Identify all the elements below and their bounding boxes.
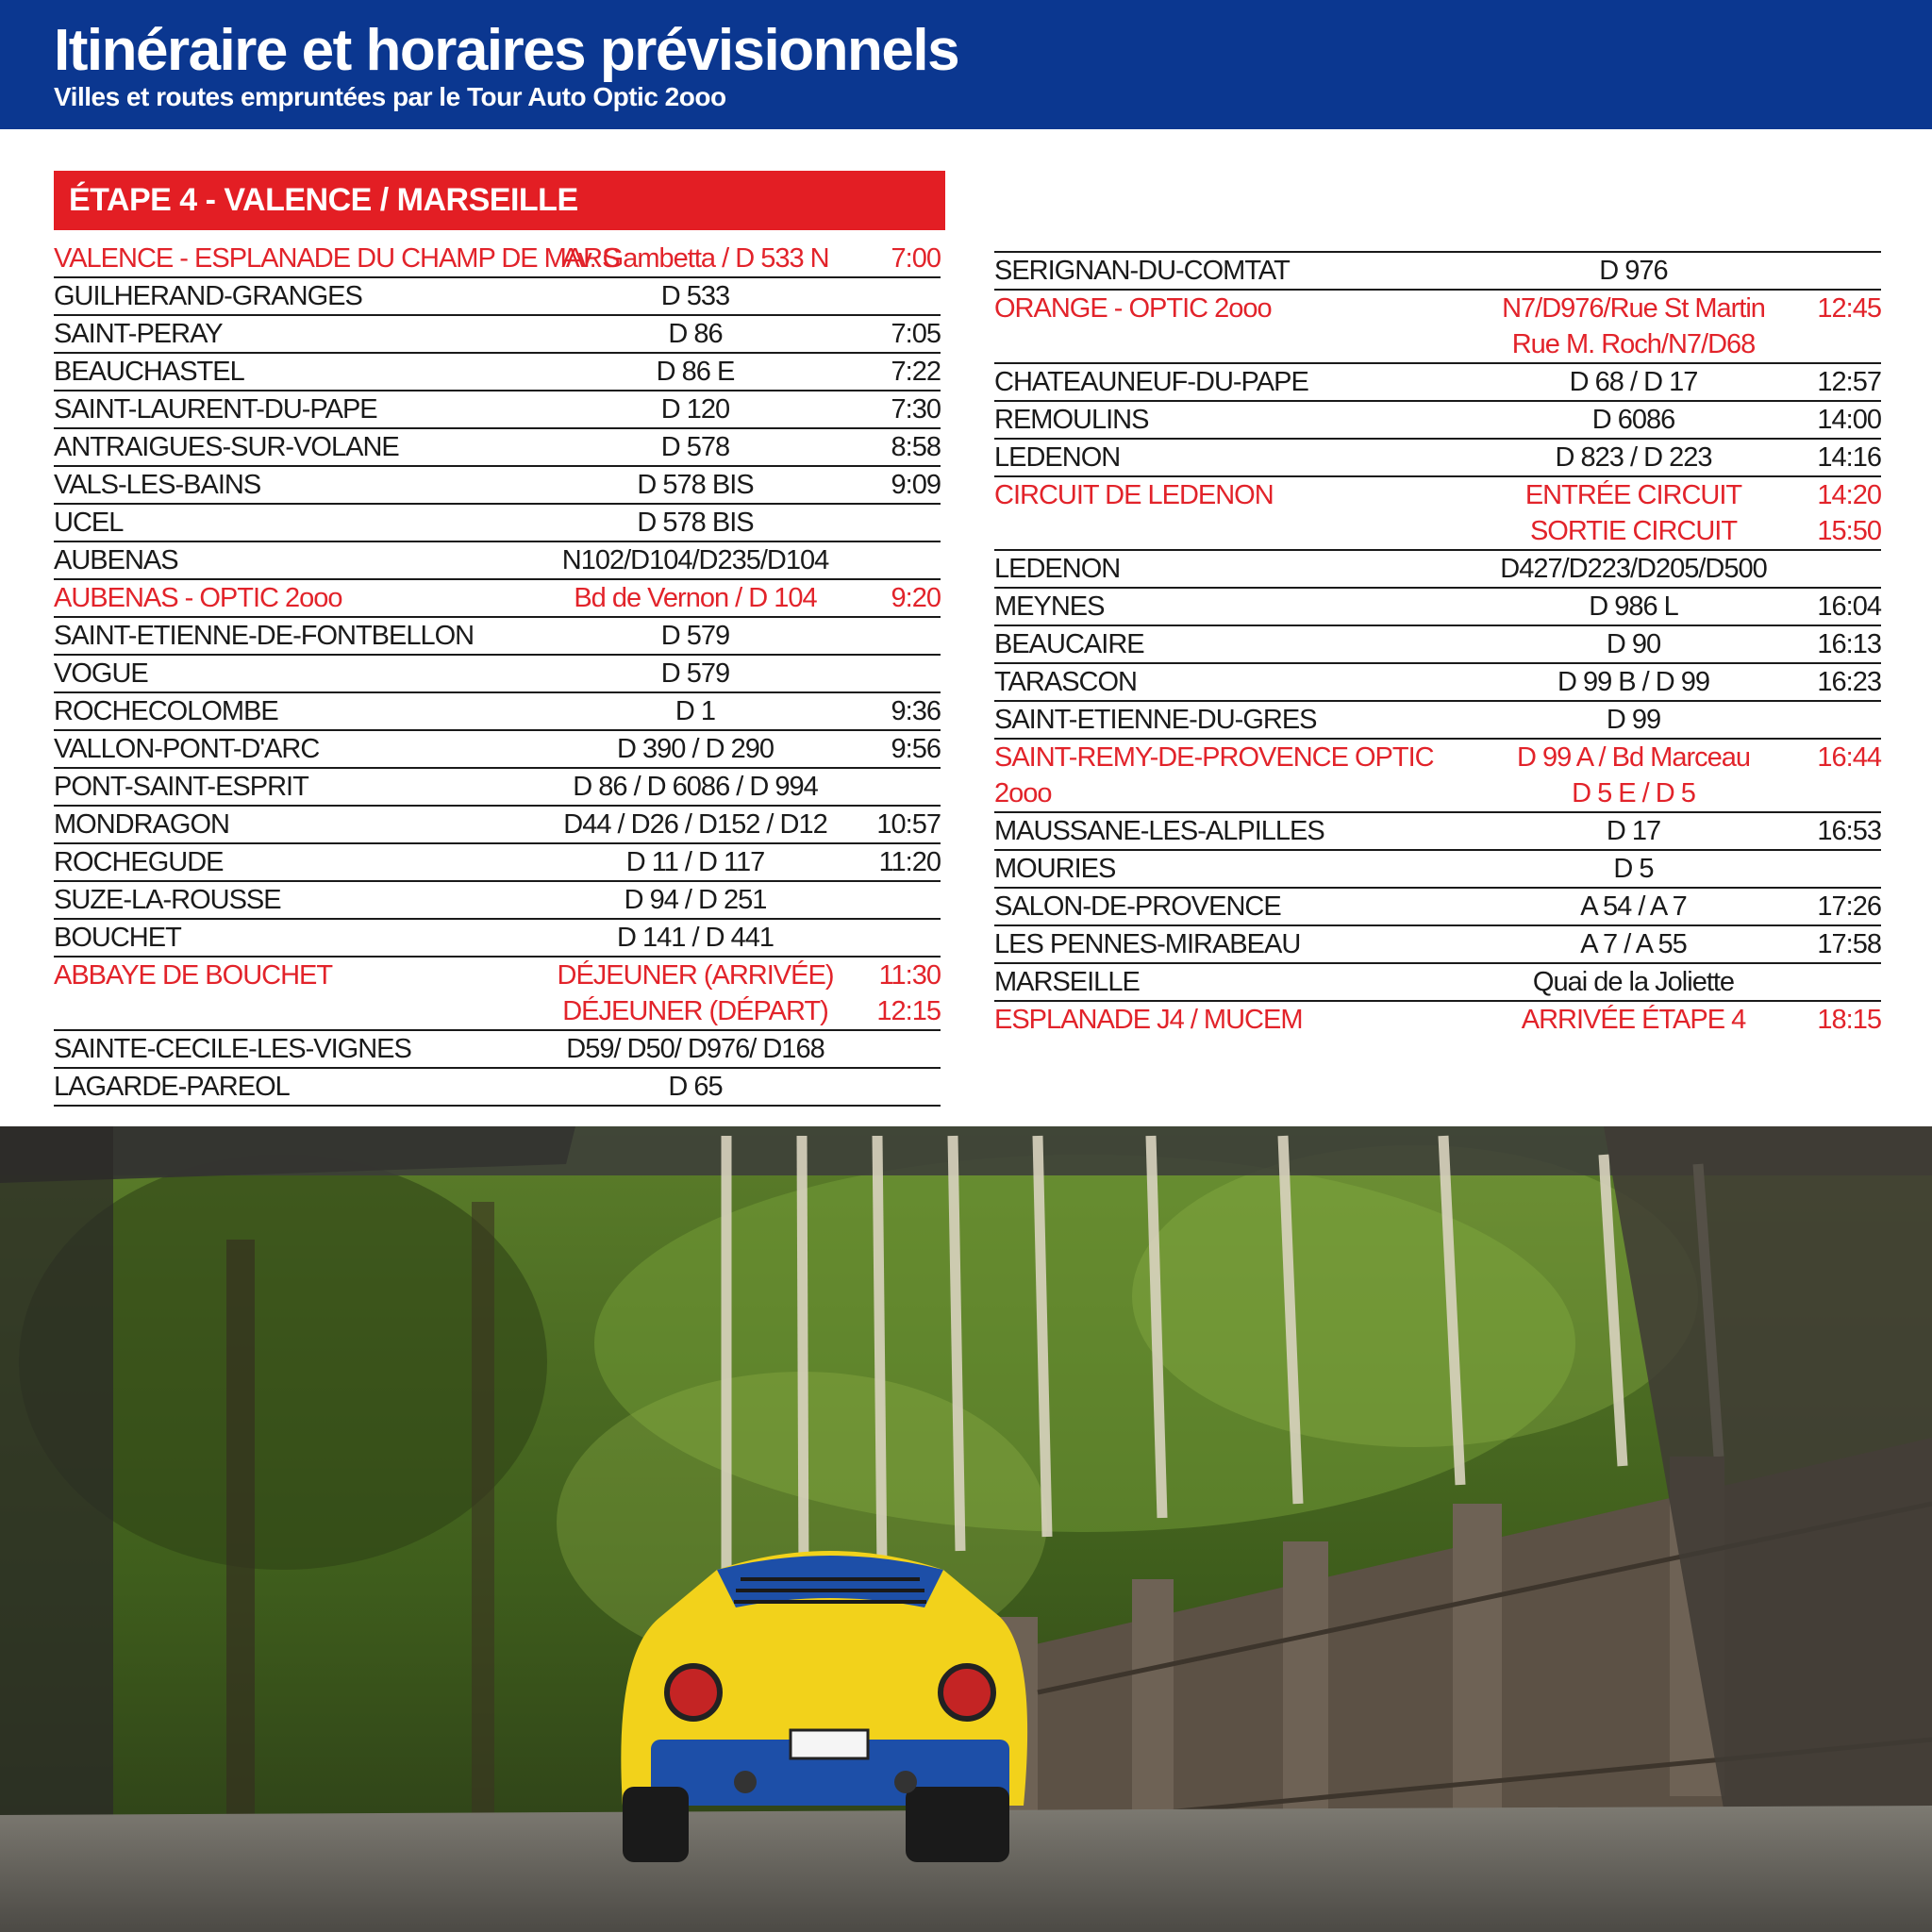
table-row <box>994 588 1881 625</box>
table-row <box>54 1030 941 1068</box>
road-cell: A 7 / A 55 <box>1466 925 1801 963</box>
time-cell <box>1801 326 1881 363</box>
table-row <box>54 579 941 617</box>
road-cell: D 86 / D 6086 / D 994 <box>530 768 860 806</box>
table-row <box>994 476 1881 513</box>
road-cell: D 65 <box>530 1068 860 1106</box>
town-cell: ESPLANADE J4 / MUCEM <box>994 1005 1303 1035</box>
time-cell: 9:09 <box>860 466 941 504</box>
table-row <box>994 850 1881 888</box>
town-cell: BEAUCAIRE <box>994 625 1466 663</box>
time-cell <box>860 277 941 315</box>
time-cell <box>860 541 941 579</box>
time-cell: 16:44 <box>1817 742 1881 773</box>
road-cell: D 99 <box>1466 701 1801 739</box>
town-cell: AUBENAS - OPTIC 2ooo <box>54 579 530 617</box>
town-cell: MAUSSANE-LES-ALPILLES <box>994 812 1466 850</box>
table-row <box>994 963 1881 1001</box>
town-cell: SAINT-ETIENNE-DU-GRES <box>994 701 1466 739</box>
table-row <box>54 1068 941 1106</box>
town-cell: AUBENAS <box>54 541 530 579</box>
road-cell: D 99 A / Bd Marceau <box>1517 742 1750 773</box>
table-row <box>54 541 941 579</box>
road-cell: D 11 / D 117 <box>530 843 860 881</box>
time-cell: 7:30 <box>860 391 941 428</box>
road-cell: A 54 / A 7 <box>1466 888 1801 925</box>
right-route-table <box>994 251 1881 1038</box>
table-row <box>54 730 941 768</box>
time-cell <box>1801 963 1881 1001</box>
table-row <box>54 504 941 541</box>
left-route-table <box>54 241 941 1107</box>
town-cell: ROCHEGUDE <box>54 843 530 881</box>
table-row <box>994 550 1881 588</box>
time-cell: 17:26 <box>1801 888 1881 925</box>
road-cell: D 390 / D 290 <box>530 730 860 768</box>
table-row <box>54 466 941 504</box>
road-cell: D 533 <box>530 277 860 315</box>
page-subtitle: Villes et routes empruntées par le Tour Auto Optic 2ooo <box>54 82 726 111</box>
page-header <box>0 0 1932 129</box>
road-cell: D 17 <box>1466 812 1801 850</box>
time-cell <box>860 504 941 541</box>
town-cell: BOUCHET <box>54 919 530 957</box>
town-cell <box>994 326 1466 363</box>
table-row <box>994 812 1881 850</box>
time-cell: 14:20 <box>1817 480 1881 510</box>
road-cell: D59/ D50/ D976/ D168 <box>530 1030 860 1068</box>
table-row <box>994 625 1881 663</box>
time-cell: 9:20 <box>860 579 941 617</box>
road-cell: D44 / D26 / D152 / D12 <box>530 806 860 843</box>
town-cell: VALENCE - ESPLANADE DU CHAMP DE MARS <box>54 241 530 277</box>
table-row <box>994 663 1881 701</box>
road-cell: D427/D223/D205/D500 <box>1466 550 1801 588</box>
town-cell: SAINT-LAURENT-DU-PAPE <box>54 391 530 428</box>
time-cell: 14:16 <box>1801 439 1881 476</box>
table-row <box>54 315 941 353</box>
time-cell: 7:05 <box>860 315 941 353</box>
road-cell: SORTIE CIRCUIT <box>1466 513 1801 550</box>
table-row <box>994 363 1881 401</box>
time-cell: 15:50 <box>1801 513 1881 550</box>
town-cell: 2ooo <box>994 775 1466 812</box>
town-cell: REMOULINS <box>994 401 1466 439</box>
town-cell: SUZE-LA-ROUSSE <box>54 881 530 919</box>
time-cell <box>860 768 941 806</box>
town-cell: LAGARDE-PAREOL <box>54 1068 530 1106</box>
road-cell: D 976 <box>1466 252 1801 290</box>
table-row <box>994 252 1881 290</box>
road-cell: ENTRÉE CIRCUIT <box>1524 480 1742 510</box>
town-cell <box>54 993 530 1030</box>
table-row <box>994 326 1881 363</box>
town-cell: LEDENON <box>994 439 1466 476</box>
time-cell <box>860 919 941 957</box>
table-row <box>54 391 941 428</box>
table-row <box>54 919 941 957</box>
table-row <box>994 290 1881 326</box>
table-row <box>994 701 1881 739</box>
time-cell: 11:20 <box>860 843 941 881</box>
road-cell: Av. Gambetta / D 533 N <box>530 241 860 277</box>
road-cell: D 579 <box>530 655 860 692</box>
town-cell: VOGUE <box>54 655 530 692</box>
road-cell: D 1 <box>530 692 860 730</box>
time-cell: 10:57 <box>860 806 941 843</box>
time-cell <box>1801 775 1881 812</box>
road-cell: DÉJEUNER (ARRIVÉE) <box>557 960 834 991</box>
table-row <box>54 881 941 919</box>
town-cell: SAINT-PERAY <box>54 315 530 353</box>
table-row <box>994 1001 1881 1038</box>
town-cell: MONDRAGON <box>54 806 530 843</box>
road-cell: D 86 E <box>530 353 860 391</box>
time-cell <box>860 617 941 655</box>
road-cell: D 823 / D 223 <box>1466 439 1801 476</box>
town-cell: BEAUCHASTEL <box>54 353 530 391</box>
time-cell: 9:56 <box>860 730 941 768</box>
town-cell: MEYNES <box>994 588 1466 625</box>
table-row <box>54 957 941 993</box>
town-cell: SAINTE-CECILE-LES-VIGNES <box>54 1030 530 1068</box>
table-row <box>994 739 1881 775</box>
time-cell: 8:58 <box>860 428 941 466</box>
town-cell: GUILHERAND-GRANGES <box>54 277 530 315</box>
table-row <box>54 806 941 843</box>
town-cell: ROCHECOLOMBE <box>54 692 530 730</box>
road-cell: D 5 E / D 5 <box>1466 775 1801 812</box>
town-cell: UCEL <box>54 504 530 541</box>
time-cell: 7:00 <box>860 241 941 277</box>
road-cell: D 90 <box>1466 625 1801 663</box>
road-cell: D 99 B / D 99 <box>1466 663 1801 701</box>
table-row <box>54 428 941 466</box>
table-row <box>54 241 941 277</box>
table-row <box>54 353 941 391</box>
time-cell <box>860 1030 941 1068</box>
town-cell: ORANGE - OPTIC 2ooo <box>994 293 1272 324</box>
time-cell: 12:57 <box>1801 363 1881 401</box>
time-cell: 11:30 <box>878 960 941 991</box>
town-cell: SERIGNAN-DU-COMTAT <box>994 252 1466 290</box>
road-cell: N7/D976/Rue St Martin <box>1502 293 1765 324</box>
road-cell: Bd de Vernon / D 104 <box>530 579 860 617</box>
road-cell: D 578 <box>530 428 860 466</box>
town-cell: ANTRAIGUES-SUR-VOLANE <box>54 428 530 466</box>
road-cell: D 141 / D 441 <box>530 919 860 957</box>
time-cell: 12:45 <box>1817 293 1881 324</box>
road-cell: ARRIVÉE ÉTAPE 4 <box>1521 1005 1746 1035</box>
table-row <box>994 888 1881 925</box>
rally-car-photo <box>0 1126 1932 1932</box>
time-cell <box>860 655 941 692</box>
table-row <box>54 617 941 655</box>
road-cell: D 578 BIS <box>530 466 860 504</box>
table-row <box>994 513 1881 550</box>
town-cell <box>994 513 1466 550</box>
town-cell: LEDENON <box>994 550 1466 588</box>
table-row <box>54 655 941 692</box>
time-cell: 7:22 <box>860 353 941 391</box>
table-row <box>54 768 941 806</box>
page-title: Itinéraire et horaires prévisionnels <box>54 18 959 83</box>
time-cell: 16:23 <box>1801 663 1881 701</box>
table-row <box>54 277 941 315</box>
road-cell: D 6086 <box>1466 401 1801 439</box>
time-cell <box>1801 701 1881 739</box>
time-cell: 14:00 <box>1801 401 1881 439</box>
time-cell: 16:53 <box>1801 812 1881 850</box>
town-cell: VALLON-PONT-D'ARC <box>54 730 530 768</box>
town-cell: LES PENNES-MIRABEAU <box>994 925 1466 963</box>
town-cell: CIRCUIT DE LEDENON <box>994 480 1274 510</box>
town-cell: SAINT-REMY-DE-PROVENCE OPTIC <box>994 742 1434 773</box>
time-cell <box>1801 850 1881 888</box>
town-cell: TARASCON <box>994 663 1466 701</box>
time-cell: 12:15 <box>860 993 941 1030</box>
road-cell: D 86 <box>530 315 860 353</box>
time-cell: 16:04 <box>1801 588 1881 625</box>
town-cell: MOURIES <box>994 850 1466 888</box>
road-cell: D 986 L <box>1466 588 1801 625</box>
time-cell: 18:15 <box>1817 1005 1881 1035</box>
road-cell: N102/D104/D235/D104 <box>530 541 860 579</box>
road-cell: D 578 BIS <box>530 504 860 541</box>
town-cell: SAINT-ETIENNE-DE-FONTBELLON <box>54 617 530 655</box>
table-row <box>54 692 941 730</box>
road-cell: D 579 <box>530 617 860 655</box>
town-cell: MARSEILLE <box>994 963 1466 1001</box>
time-cell: 9:36 <box>860 692 941 730</box>
time-cell: 17:58 <box>1801 925 1881 963</box>
town-cell: PONT-SAINT-ESPRIT <box>54 768 530 806</box>
time-cell <box>1801 550 1881 588</box>
table-row <box>994 401 1881 439</box>
table-row <box>54 993 941 1030</box>
town-cell: CHATEAUNEUF-DU-PAPE <box>994 363 1466 401</box>
road-cell: DÉJEUNER (DÉPART) <box>530 993 860 1030</box>
time-cell: 16:13 <box>1801 625 1881 663</box>
town-cell: VALS-LES-BAINS <box>54 466 530 504</box>
road-cell: Quai de la Joliette <box>1466 963 1801 1001</box>
table-row <box>994 775 1881 812</box>
table-row <box>994 925 1881 963</box>
table-row <box>994 439 1881 476</box>
table-row <box>54 843 941 881</box>
stage-banner: ÉTAPE 4 - VALENCE / MARSEILLE <box>54 171 945 230</box>
road-cell: Rue M. Roch/N7/D68 <box>1466 326 1801 363</box>
road-cell: D 94 / D 251 <box>530 881 860 919</box>
time-cell <box>860 1068 941 1106</box>
time-cell <box>1801 252 1881 290</box>
road-cell: D 120 <box>530 391 860 428</box>
road-cell: D 5 <box>1466 850 1801 888</box>
town-cell: ABBAYE DE BOUCHET <box>54 960 333 991</box>
time-cell <box>860 881 941 919</box>
road-cell: D 68 / D 17 <box>1466 363 1801 401</box>
town-cell: SALON-DE-PROVENCE <box>994 888 1466 925</box>
